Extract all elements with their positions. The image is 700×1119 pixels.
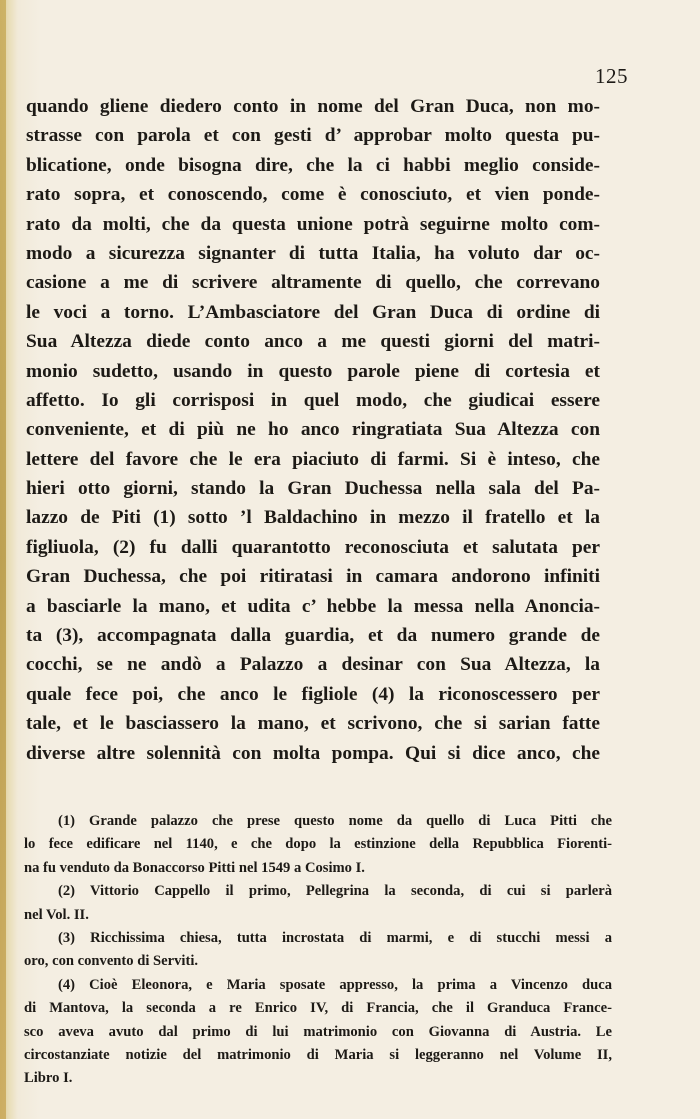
footnote-line: na fu venduto da Bonaccorso Pitti nel 1549 a Cosimo I. (24, 859, 365, 876)
text-line: blicatione, onde bisogna dire, che la ci habbi meglio conside- (26, 154, 600, 176)
text-line: le voci a torno. L’Ambasciatore del Gran Duca di ordine di (26, 301, 600, 323)
text-line: conveniente, et di più ne ho anco ringratiata Sua Altezza con (26, 419, 600, 441)
main-text (26, 92, 600, 768)
footnote-line: Libro I. (24, 1070, 73, 1087)
footnote-line: circostanziate notizie del matrimonio di Maria si leggeranno nel Volume II, (24, 1046, 612, 1063)
text-line: figliuola, (2) fu dalli quarantotto reconosciuta et salutata per (26, 536, 600, 558)
text-line: a basciarle la mano, et udita c’ hebbe la messa nella Anoncia- (26, 595, 600, 617)
text-line: diverse altre solennità con molta pompa. Qui si dice anco, che (26, 742, 600, 764)
text-line: cocchi, se ne andò a Palazzo a desinar con Sua Altezza, la (26, 654, 600, 676)
text-line: rato sopra, et conoscendo, come è conosciuto, et vien ponde- (26, 184, 600, 206)
footnote-line: (2) Vittorio Cappello il primo, Pellegrina la seconda, di cui si parlerà (58, 883, 612, 900)
footnote-line: nel Vol. II. (24, 906, 89, 923)
page-number: 125 (595, 64, 628, 88)
text-line: quando gliene diedero conto in nome del Gran Duca, non mo- (26, 96, 600, 117)
page-gutter (0, 0, 6, 1119)
text-line: Sua Altezza diede conto anco a me questi giorni del matri- (26, 331, 600, 353)
footnote-line: (3) Ricchissima chiesa, tutta incrostata di marmi, e di stucchi messi a (58, 929, 612, 946)
text-line: quale fece poi, che anco le figliole (4) la riconoscessero per (26, 683, 600, 705)
text-line: casione a me di scrivere altramente di quello, che correvano (26, 272, 600, 294)
footnote-line: di Mantova, la seconda a re Enrico IV, di Francia, che il Granduca France- (24, 1000, 612, 1017)
text-line: ta (3), accompagnata dalla guardia, et da numero grande de (26, 625, 600, 647)
text-line: strasse con parola et con gesti d’ approbar molto questa pu- (26, 125, 600, 147)
text-line: tale, et le basciassero la mano, et scrivono, che si sarian fatte (26, 713, 600, 735)
footnotes (24, 810, 612, 1091)
text-line: affetto. Io gli corrisposi in quel modo, che giudicai essere (26, 389, 600, 411)
footnote-line: lo fece edificare nel 1140, e che dopo la estinzione della Repubblica Fiorenti- (24, 836, 612, 853)
text-line: rato da molti, che da questa unione potrà seguirne molto com- (26, 213, 600, 235)
footnote-line: oro, con convento di Serviti. (24, 953, 199, 970)
text-line: monio sudetto, usando in questo parole piene di cortesia et (26, 360, 600, 382)
text-line: lettere del favore che le era piaciuto di farmi. Si è inteso, che (26, 448, 600, 470)
text-line: modo a sicurezza signanter di tutta Italia, ha voluto dar oc- (26, 242, 600, 264)
footnote-line: (1) Grande palazzo che prese questo nome da quello di Luca Pitti che (58, 813, 612, 829)
footnote-line: (4) Cioè Eleonora, e Maria sposate appresso, la prima a Vincenzo duca (58, 976, 612, 993)
text-line: hieri otto giorni, stando la Gran Duchessa nella sala del Pa- (26, 478, 600, 500)
text-line: lazzo de Piti (1) sotto ’l Baldachino in mezzo il fratello et la (26, 507, 600, 529)
footnote-line: sco aveva avuto dal primo di lui matrimonio con Giovanna di Austria. Le (24, 1023, 612, 1040)
text-line: Gran Duchessa, che poi ritiratasi in camara andorono infiniti (26, 566, 600, 588)
